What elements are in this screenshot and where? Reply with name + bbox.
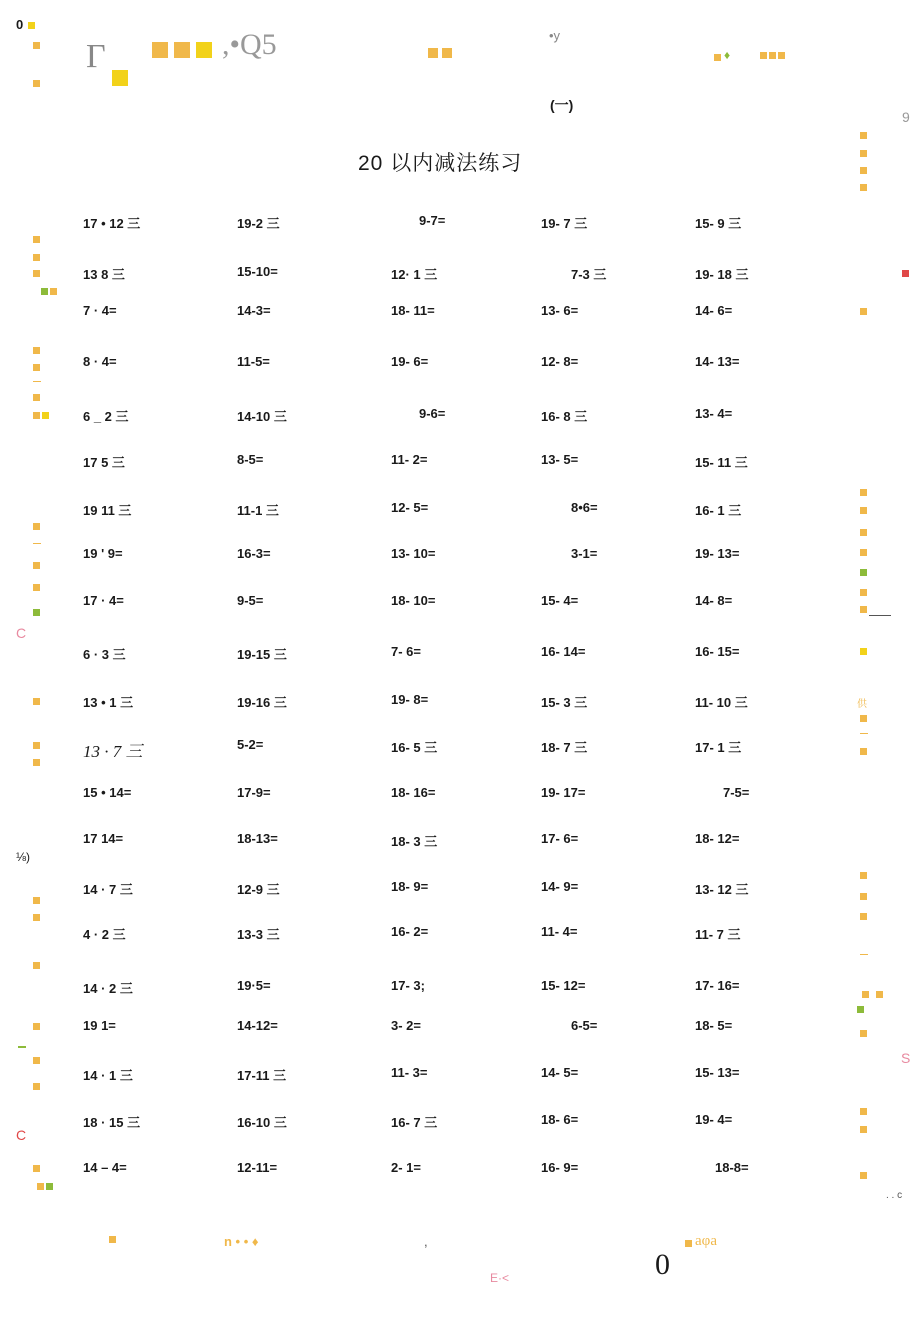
exercise-cell: 14-3= (237, 303, 271, 318)
exercise-cell: 19- 4= (695, 1112, 733, 1127)
deco-square (860, 150, 867, 157)
exercise-cell: 18- 12= (695, 831, 740, 846)
exercise-cell: 8•6= (571, 500, 598, 515)
diamond-icon: ♦ (724, 48, 731, 62)
exercise-cell: 9-6= (419, 406, 446, 421)
exercise-cell: 19 1= (83, 1018, 116, 1033)
deco-square (33, 562, 40, 569)
exercise-cell: 19 11 三 (83, 503, 132, 518)
deco-square (860, 569, 867, 576)
exercise-cell: 11- 4= (541, 924, 578, 939)
exercise-cell: 16- 1 三 (695, 503, 742, 518)
exercise-cell: 7-3 三 (571, 267, 607, 282)
section-label: (一) (550, 97, 574, 113)
exercise-cell: 12· 1 三 (391, 267, 438, 282)
exercise-cell: 13- 6= (541, 303, 579, 318)
deco-dash (860, 733, 868, 734)
exercise-cell: 3- 2= (391, 1018, 421, 1033)
deco-square (33, 609, 40, 616)
exercise-cell: 13- 12 三 (695, 882, 749, 897)
exercise-cell: 19- 17= (541, 785, 586, 800)
deco-square (902, 270, 909, 277)
exercise-cell: 17 14= (83, 831, 124, 846)
deco-square (33, 584, 40, 591)
deco-square (760, 52, 767, 59)
deco-dash (860, 954, 868, 955)
exercise-cell: 19- 7 三 (541, 216, 588, 231)
exercise-cell: 7- 6= (391, 644, 421, 659)
deco-square (109, 1236, 116, 1243)
footer-fragment: aφa (695, 1233, 717, 1249)
exercise-cell: 18- 10= (391, 593, 436, 608)
page-title: 20 以内减法练习 (358, 152, 523, 175)
deco-square (860, 529, 867, 536)
exercise-cell: 14 · 7 三 (83, 882, 133, 897)
deco-square (50, 288, 57, 295)
deco-square (37, 1183, 44, 1190)
exercise-cell: 14 · 1 三 (83, 1068, 133, 1083)
side-fragment: C (16, 625, 27, 641)
exercise-cell: 15- 9 三 (695, 216, 742, 231)
deco-square (152, 42, 168, 58)
deco-square (33, 236, 40, 243)
exercise-cell: 17- 3; (391, 978, 425, 993)
exercise-cell: 18- 3 三 (391, 834, 438, 849)
exercise-cell: 18- 11= (391, 303, 435, 318)
exercise-cell: 18- 6= (541, 1112, 579, 1127)
corner-mark: 0 (16, 17, 24, 32)
side-fragment: 供 (857, 699, 867, 710)
deco-square (28, 22, 35, 29)
deco-square (778, 52, 785, 59)
deco-dash (33, 543, 41, 544)
exercise-cell: 4 · 2 三 (83, 927, 126, 942)
deco-square (860, 184, 867, 191)
exercise-cell: 17 • 12 三 (83, 216, 141, 231)
deco-square (860, 489, 867, 496)
deco-dash (18, 1046, 26, 1048)
deco-square (33, 270, 40, 277)
exercise-cell: 7-5= (723, 785, 750, 800)
exercise-cell: 16- 2= (391, 924, 429, 939)
exercise-cell: 19-16 三 (237, 695, 287, 710)
exercise-cell: 17 5 三 (83, 455, 125, 470)
exercise-cell: 15- 11 三 (695, 455, 748, 470)
exercise-cell: 11- 2= (391, 452, 428, 467)
deco-square (860, 648, 867, 655)
deco-square (860, 1172, 867, 1179)
exercise-cell: 11- 7 三 (695, 927, 741, 942)
exercise-cell: 13 • 1 三 (83, 695, 134, 710)
deco-square (33, 698, 40, 705)
deco-square (860, 132, 867, 139)
exercise-cell: 14- 5= (541, 1065, 579, 1080)
exercise-cell: 13- 10= (391, 546, 436, 561)
deco-square (685, 1240, 692, 1247)
header-left-glyph: Γ (86, 38, 106, 75)
exercise-cell: 13-3 三 (237, 927, 280, 942)
exercise-cell: 16- 9= (541, 1160, 579, 1175)
exercise-cell: 16- 5 三 (391, 740, 438, 755)
exercise-cell: 16- 15= (695, 644, 740, 659)
exercise-cell: 15-10= (237, 264, 278, 279)
deco-square (112, 70, 128, 86)
footer-fragment: , (424, 1234, 428, 1249)
exercise-cell: 17-9= (237, 785, 271, 800)
exercise-cell: 13- 5= (541, 452, 579, 467)
exercise-cell: 18- 5= (695, 1018, 733, 1033)
exercise-cell: 19- 13= (695, 546, 740, 561)
exercise-cell: 18-13= (237, 831, 278, 846)
exercise-cell: 12- 5= (391, 500, 429, 515)
exercise-cell: 19-15 三 (237, 647, 287, 662)
exercise-cell: 14 · 2 三 (83, 981, 133, 996)
deco-square (860, 893, 867, 900)
exercise-cell: 13- 4= (695, 406, 733, 421)
deco-square (33, 1083, 40, 1090)
exercise-cell: 9-7= (419, 213, 446, 228)
exercise-cell: 8 · 4= (83, 354, 117, 369)
exercise-cell: 6 · 3 三 (83, 647, 126, 662)
exercise-cell: 19- 6= (391, 354, 429, 369)
exercise-cell: 14- 13= (695, 354, 740, 369)
deco-square (857, 1006, 864, 1013)
exercise-cell: 12-9 三 (237, 882, 280, 897)
exercise-cell: 14- 9= (541, 879, 579, 894)
exercise-cell: 17 · 4= (83, 593, 124, 608)
deco-square (174, 42, 190, 58)
exercise-cell: 18- 16= (391, 785, 436, 800)
exercise-cell: 8-5= (237, 452, 264, 467)
exercise-cell: 13 · 7 三 (83, 742, 143, 761)
exercise-cell: 6 _ 2 三 (83, 409, 129, 424)
exercise-cell: 16-10 三 (237, 1115, 287, 1130)
footer-zero: 0 (655, 1248, 670, 1281)
header-center-text: ,•Q5 (222, 28, 277, 61)
deco-square (860, 872, 867, 879)
exercise-cell: 15 • 14= (83, 785, 132, 800)
deco-square (860, 606, 867, 613)
exercise-cell: 19-2 三 (237, 216, 280, 231)
deco-square (33, 759, 40, 766)
deco-square (860, 549, 867, 556)
deco-square (860, 1126, 867, 1133)
exercise-cell: 17- 6= (541, 831, 579, 846)
deco-square (33, 394, 40, 401)
exercise-cell: 16- 14= (541, 644, 586, 659)
footer-fragment: E·< (490, 1271, 510, 1285)
exercise-cell: 7 · 4= (83, 303, 117, 318)
exercise-cell: 19- 8= (391, 692, 429, 707)
exercise-cell: 14- 6= (695, 303, 733, 318)
deco-square (860, 308, 867, 315)
deco-square (196, 42, 212, 58)
exercise-cell: 18-8= (715, 1160, 749, 1175)
exercise-cell: 11-1 三 (237, 503, 279, 518)
deco-square (862, 991, 869, 998)
deco-square (46, 1183, 53, 1190)
deco-square (860, 913, 867, 920)
deco-square (860, 589, 867, 596)
deco-square (33, 1057, 40, 1064)
exercise-cell: 15- 4= (541, 593, 579, 608)
deco-square (860, 167, 867, 174)
deco-square (860, 748, 867, 755)
deco-dash (33, 381, 41, 382)
deco-square (33, 412, 40, 419)
exercise-cell: 19 ' 9= (83, 546, 123, 561)
deco-square (33, 523, 40, 530)
side-fragment: C (16, 1127, 27, 1143)
deco-square (33, 254, 40, 261)
exercise-cell: 11- 3= (391, 1065, 428, 1080)
deco-square (714, 54, 721, 61)
deco-square (33, 897, 40, 904)
footer-fragment: n • • ♦ (224, 1234, 259, 1249)
exercise-cell: 16- 7 三 (391, 1115, 438, 1130)
deco-dash (869, 615, 891, 616)
exercise-cell: 3-1= (571, 546, 598, 561)
exercise-cell: 17-11 三 (237, 1068, 287, 1083)
exercise-cell: 18- 9= (391, 879, 429, 894)
exercise-cell: 12- 8= (541, 354, 579, 369)
exercise-cell: 17- 1 三 (695, 740, 742, 755)
deco-square (33, 962, 40, 969)
deco-square (33, 1165, 40, 1172)
deco-square (33, 742, 40, 749)
deco-square (860, 715, 867, 722)
deco-square (442, 48, 452, 58)
deco-square (769, 52, 776, 59)
exercise-cell: 11- 10 三 (695, 695, 748, 710)
deco-square (860, 1108, 867, 1115)
deco-square (33, 364, 40, 371)
deco-square (42, 412, 49, 419)
exercise-cell: 16-3= (237, 546, 271, 561)
deco-square (876, 991, 883, 998)
exercise-cell: 14 – 4= (83, 1160, 127, 1175)
deco-square (33, 80, 40, 87)
side-fragment: S (901, 1050, 911, 1066)
exercise-cell: 14-12= (237, 1018, 278, 1033)
exercise-cell: 19- 18 三 (695, 267, 749, 282)
deco-square (860, 1030, 867, 1037)
exercise-cell: 19·5= (237, 978, 271, 993)
exercise-cell: 14- 8= (695, 593, 733, 608)
exercise-cell: 15- 12= (541, 978, 586, 993)
exercise-cell: 6-5= (571, 1018, 598, 1033)
exercise-cell: 2- 1= (391, 1160, 421, 1175)
deco-square (33, 347, 40, 354)
exercise-cell: 11-5= (237, 354, 270, 369)
exercise-cell: 14-10 三 (237, 409, 287, 424)
deco-square (33, 42, 40, 49)
exercise-cell: 18 · 15 三 (83, 1115, 141, 1130)
deco-square (41, 288, 48, 295)
exercise-cell: 16- 8 三 (541, 409, 588, 424)
side-fragment: ⅛) (16, 850, 31, 864)
exercise-cell: 5-2= (237, 737, 264, 752)
deco-square (860, 507, 867, 514)
exercise-cell: 13 8 三 (83, 267, 125, 282)
exercise-cell: 15- 13= (695, 1065, 740, 1080)
exercise-cell: 15- 3 三 (541, 695, 588, 710)
exercise-cell: 9-5= (237, 593, 264, 608)
side-fragment: . . c (886, 1190, 903, 1201)
side-fragment: 9 (902, 109, 910, 125)
exercise-cell: 18- 7 三 (541, 740, 588, 755)
exercise-cell: 12-11= (237, 1160, 278, 1175)
deco-square (33, 914, 40, 921)
deco-square (33, 1023, 40, 1030)
header-dot-y: •y (549, 28, 561, 43)
exercise-cell: 17- 16= (695, 978, 740, 993)
deco-square (428, 48, 438, 58)
